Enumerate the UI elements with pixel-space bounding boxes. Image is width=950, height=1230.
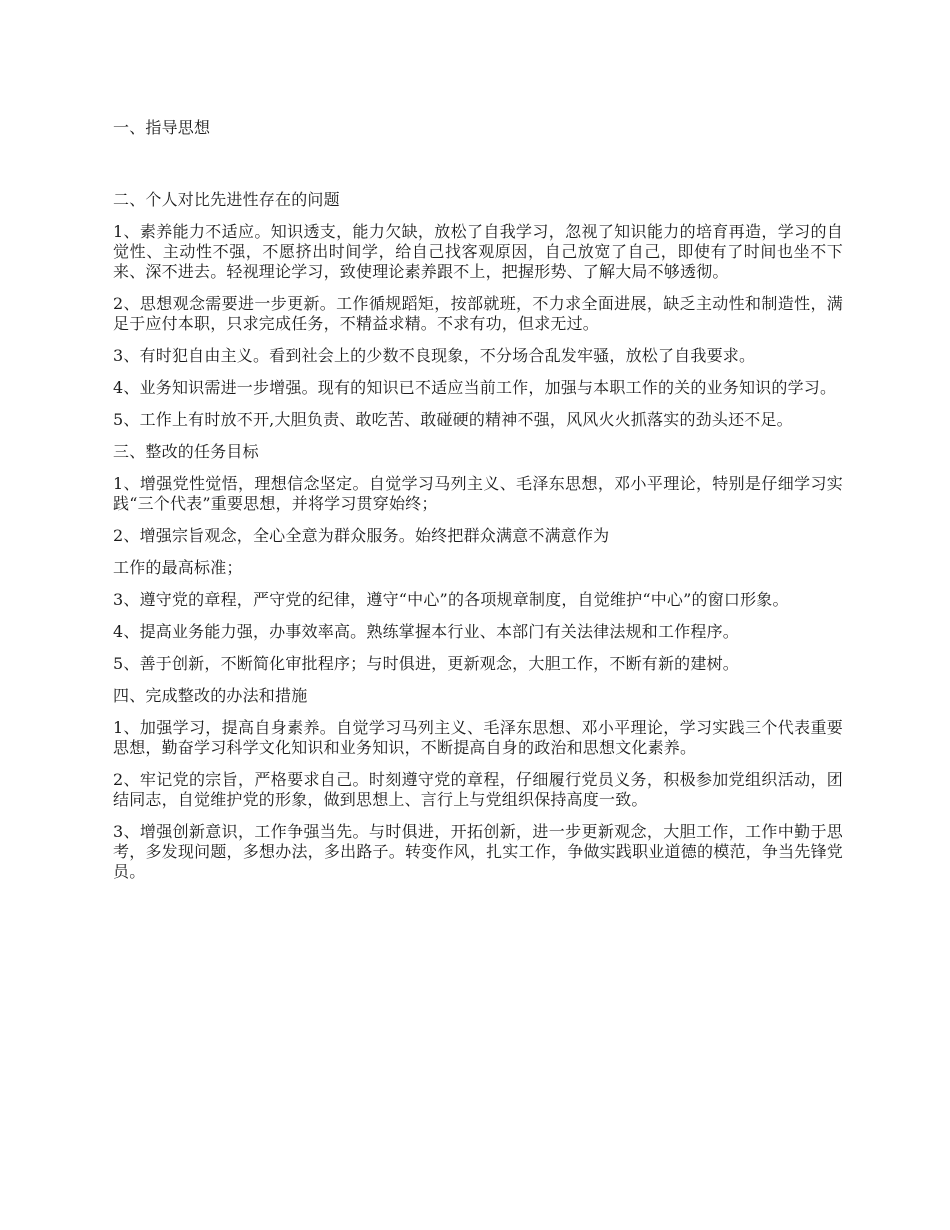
paragraph: 2、思想观念需要进一步更新。工作循规蹈矩，按部就班，不力求全面进展，缺乏主动性和制造性，满足于应付本职，只求完成任务，不精益求精。不求有功，但求无过。	[113, 294, 843, 333]
section-heading-measures: 四、完成整改的办法和措施	[113, 686, 308, 705]
section-heading-guiding-thought: 一、指导思想	[113, 118, 211, 137]
paragraph: 3、有时犯自由主义。看到社会上的少数不良现象，不分场合乱发牢骚，放松了自我要求。	[113, 346, 756, 365]
section-heading-goals: 三、整改的任务目标	[113, 442, 259, 461]
section-heading-problems: 二、个人对比先进性存在的问题	[113, 190, 340, 209]
paragraph: 1、素养能力不适应。知识透支，能力欠缺，放松了自我学习，忽视了知识能力的培育再造，学习的自觉性、主动性不强，不愿挤出时间学，给自己找客观原因，自己放宽了自己，即使有了时间也坐不下来、深不进去。轻视理论学习，致使理论素养跟不上，把握形势、了解大局不够透彻。	[113, 222, 843, 281]
paragraph: 4、业务知识需进一步增强。现有的知识已不适应当前工作，加强与本职工作的关的业务知识的学习。	[113, 378, 837, 397]
paragraph: 4、提高业务能力强，办事效率高。熟练掌握本行业、本部门有关法律法规和工作程序。	[113, 622, 739, 641]
paragraph: 1、加强学习，提高自身素养。自觉学习马列主义、毛泽东思想、邓小平理论，学习实践三个代表重要思想，勤奋学习科学文化知识和业务知识，不断提高自身的政治和思想文化素养。	[113, 718, 843, 757]
document-body	[113, 118, 843, 894]
paragraph: 5、工作上有时放不开,大胆负责、敢吃苦、敢碰硬的精神不强，风风火火抓落实的劲头还不足。	[113, 410, 793, 429]
paragraph: 3、增强创新意识，工作争强当先。与时俱进，开拓创新，进一步更新观念，大胆工作，工作中勤于思考，多发现问题，多想办法，多出路子。转变作风，扎实工作，争做实践职业道德的模范，争当先锋党员。	[113, 822, 843, 881]
paragraph: 1、增强党性觉悟，理想信念坚定。自觉学习马列主义、毛泽东思想，邓小平理论，特别是仔细学习实践“三个代表”重要思想，并将学习贯穿始终；	[113, 474, 843, 513]
paragraph: 5、善于创新，不断简化审批程序；与时俱进，更新观念，大胆工作，不断有新的建树。	[113, 654, 739, 673]
paragraph: 2、增强宗旨观念，全心全意为群众服务。始终把群众满意不满意作为	[113, 526, 610, 545]
paragraph: 工作的最高标准；	[113, 558, 243, 577]
paragraph: 2、牢记党的宗旨，严格要求自己。时刻遵守党的章程，仔细履行党员义务，积极参加党组织活动，团结同志，自觉维护党的形象，做到思想上、言行上与党组织保持高度一致。	[113, 770, 843, 809]
paragraph: 3、遵守党的章程，严守党的纪律，遵守“中心”的各项规章制度，自觉维护“中心”的窗口形象。	[113, 590, 789, 609]
